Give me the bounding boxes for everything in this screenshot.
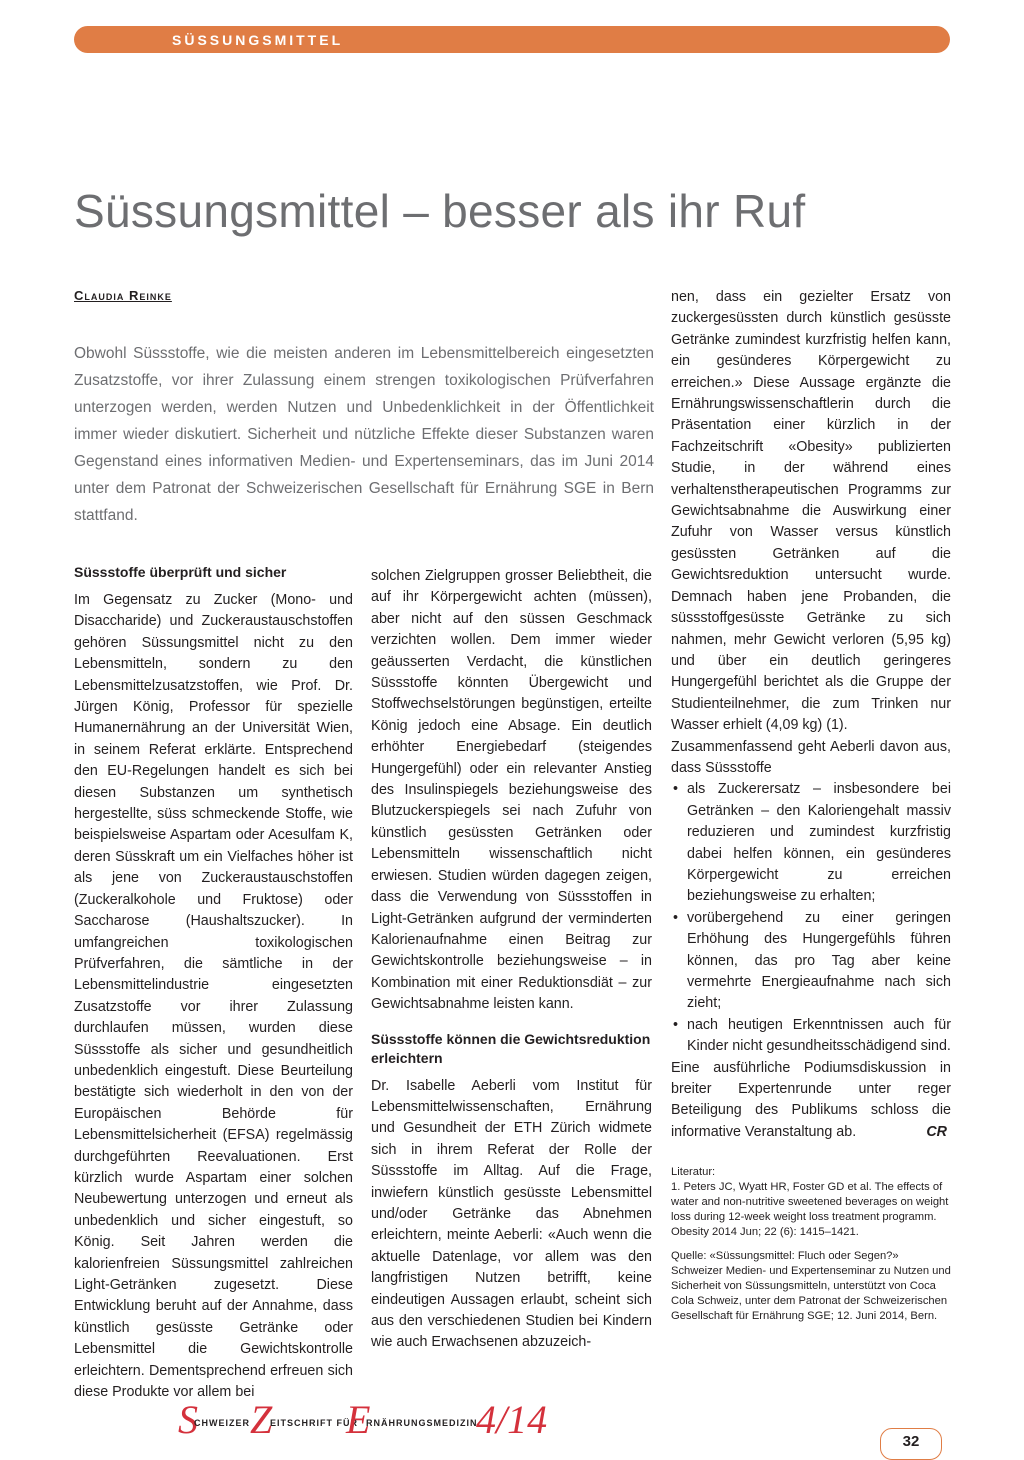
column-2 — [371, 566, 652, 1354]
list-item: • nach heutigen Erkenntnissen auch für Kinder nicht gesundheitsschädigend sind. — [671, 1015, 951, 1058]
closing-paragraph — [671, 1058, 951, 1144]
author-initials: CR — [926, 1123, 947, 1140]
author-name: Claudia Reinke — [74, 288, 172, 303]
list-item: • vorübergehend zu einer geringen Erhöhung des Hungergefühls führen können, das pro Tag aber keine vermehrte Energieaufnahme nach sich zieht; — [671, 908, 951, 1015]
lead-paragraph: Obwohl Süssstoffe, wie die meisten anderen im Lebensmittelbereich eingesetzten Zusatzstoffe, vor ihrer Zulassung einem strengen toxikologischen Prüfverfahren unterzogen werden, werden Nutzen und Unbedenklichkeit in der Öffentlichkeit immer wieder diskutiert. Sicherheit und nützliche Effekte dieser Substanzen waren Gegenstand eines informativen Medien- und Expertenseminars, das im Juni 2014 unter dem Patronat der Schweizerischen Gesellschaft für Ernährung SGE in Bern stattfand. — [74, 345, 654, 524]
article-title: Süssungsmittel – besser als ihr Ruf — [74, 185, 806, 237]
journal-word-1: CHWEIZER — [194, 1418, 250, 1428]
journal-initial-z: Z — [250, 1397, 273, 1442]
journal-word-3: RNÄHRUNGSMEDIZIN — [366, 1418, 478, 1428]
section-label: SÜSSUNGSMITTEL — [172, 32, 344, 48]
journal-footer — [178, 1397, 578, 1442]
subheading-safety: Süssstoffe überprüft und sicher — [74, 564, 287, 580]
column-3 — [671, 287, 951, 1333]
literature-heading: Literatur: — [671, 1166, 716, 1179]
journal-initial-s: S — [178, 1397, 198, 1442]
closing-text: Eine ausführliche Podiumsdiskussion in breiter Expertenrunde unter reger Beteiligung des Publikums schloss die informative Veranstaltung ab. — [671, 1059, 951, 1140]
issue-number: 4/14 — [476, 1397, 548, 1442]
page-number-badge — [880, 1428, 942, 1460]
literature-entry: 1. Peters JC, Wyatt HR, Foster GD et al. The effects of water and non-nutritive sweetened beverages on weight loss during 12-week weight loss treatment programm. Obesity 2014 Jun; 22 (6): 1415–1421. — [671, 1181, 949, 1239]
journal-initial-e: E — [346, 1397, 371, 1442]
body-paragraph: nen, dass ein gezielter Ersatz von zuckergesüssten durch künstlich gesüsste Getränke zumindest kurzfristig helfen kann, ein gesünderes Körpergewicht zu erreichen.» Diese Aussage ergänzte die Ernährungswissenschaftlerin durch die Präsentation einer kürzlich in der Fachzeitschrift «Obesity» publizierten Studie, in der während eines verhaltenstherapeutischen Programms zur Gewichtsabnahme die Auswirkung einer Zufuhr von Wasser versus künstlich gesüssten Getränken auf die Gewichtsreduktion untersucht wurde. Demnach haben jene Probanden, die süssstoffgesüsste Getränke zu sich nahmen, mehr Gewicht verloren (5,95 kg) und über ein deutlich geringeres Hungergefühl berichtet als die Gruppe der Studienteilnehmer, die zum Trinken nur Wasser erhielt (4,09 kg) (1). — [671, 289, 951, 734]
page-number: 32 — [902, 1433, 920, 1450]
journal-word-2: EITSCHRIFT FÜR — [270, 1418, 358, 1428]
column-1 — [74, 563, 353, 1403]
source-note: Quelle: «Süssungsmittel: Fluch oder Segen?» Schweizer Medien- und Expertenseminar zu Nutzen und Sicherheit von Süssungsmitteln, unterstützt von Coca Cola Schweiz, unter dem Patronat der Schweizerischen Gesellschaft für Ernährung SGE; 12. Juni 2014, Bern. — [671, 1250, 951, 1323]
list-item: • als Zuckerersatz – insbesondere bei Getränken – den Kaloriengehalt massiv reduzieren und zumindest kurzfristig dabei helfen können, ein gesünderes Körpergewicht zu erreichen beziehungsweise zu erhalten; — [671, 779, 951, 907]
references — [671, 1165, 951, 1324]
body-paragraph: solchen Zielgruppen grosser Beliebtheit, die auf ihr Körpergewicht achten (müssen), aber nicht auf den süssen Geschmack verzichten wollen. Dem immer wieder geäusserten Verdacht, die künstlichen Süssstoffe könnten Übergewicht und Stoffwechselstörungen begünstigen, erteilte König jedoch eine Absage. Ein deutlich erhöhter Energiebedarf (steigendes Hungergefühl) oder ein relevanter Anstieg des Insulinspiegels beziehungsweise des Blutzuckerspiegels sei nach Zufuhr von künstlich gesüssten Getränken oder Lebensmitteln wissenschaftlich nicht erwiesen. Studien würden dagegen zeigen, dass die Verwendung von Süssstoffen in Light-Getränken aufgrund der verminderten Kalorienaufnahme einen Beitrag zur Gewichtskontrolle beziehungsweise – in Kombination mit einer Reduktionsdiät – zur Gewichtsabnahme leisten kann. — [371, 568, 652, 1013]
summary-list — [671, 779, 951, 1057]
summary-intro: Zusammenfassend geht Aeberli davon aus, dass Süssstoffe — [671, 738, 951, 776]
body-paragraph: Dr. Isabelle Aeberli vom Institut für Lebensmittelwissenschaften, Ernährung und Gesundheit der ETH Zürich widmete sich in ihrem Referat der Rolle der Süssstoffe im Alltag. Auf die Frage, inwiefern künstlich gesüsste Lebensmittel und/oder Getränke das Abnehmen erleichtern, meinte Aeberli: «Auch wenn die aktuelle Datenlage, vor allem was den langfristigen Nutzen betrifft, keine eindeutigen Aussagen erlaubt, scheint sich aus den verschiedenen Studien bei Kindern wie auch Erwachsenen abzuzeich- — [371, 1077, 652, 1351]
body-paragraph: Im Gegensatz zu Zucker (Mono- und Disaccharide) und Zuckeraustauschstoffen gehören Süssungsmittel nicht zu den Lebensmitteln, sondern zu den Lebensmittelzusatzstoffen, wie Prof. Dr. Jürgen König, Professor für spezielle Humanernährung an der Universität Wien, in seinem Referat erklärte. Entsprechend den EU-Regelungen handelt es sich bei diesen Substanzen um synthetisch hergestellte, süss schmeckende Stoffe, wie beispielsweise Aspartam oder Acesulfam K, deren Süsskraft um ein Vielfaches höher ist als jene von Zuckeraustauschstoffen (Zuckeralkohole und Fruktose) oder Saccharose (Haushaltszucker). In umfangreichen toxikologischen Prüfverfahren, die sämtliche in der Lebensmittelindustrie eingesetzten Zusatzstoffe vor ihrer Zulassung durchlaufen müssen, wurden diese Süssstoffe als sicher und gesundheitlich unbedenklich eingestuft. Diese Beurteilung bestätigte sich wiederholt in den von der Europäischen Behörde für Lebensmittelsicherheit (EFSA) regelmässig durchgeführten Reevaluationen. Erst kürzlich wurde Aspartam einer solchen Neubewertung unterzogen und erneut als unbedenklich und sicher eingestuft, so König. Seit Jahren werden die kalorienfreien Süssungsmittel zahlreichen Light-Getränken zugesetzt. Diese Entwicklung beruht auf der Annahme, dass künstlich gesüsste Getränke oder Lebensmittel die Gewichtskontrolle erleichtern. Dementsprechend erfreuen sich diese Produkte vor allem bei — [74, 592, 353, 1401]
section-banner — [74, 26, 950, 53]
subheading-weight-reduction: Süssstoffe können die Gewichtsreduktion erleichtern — [371, 1030, 651, 1066]
